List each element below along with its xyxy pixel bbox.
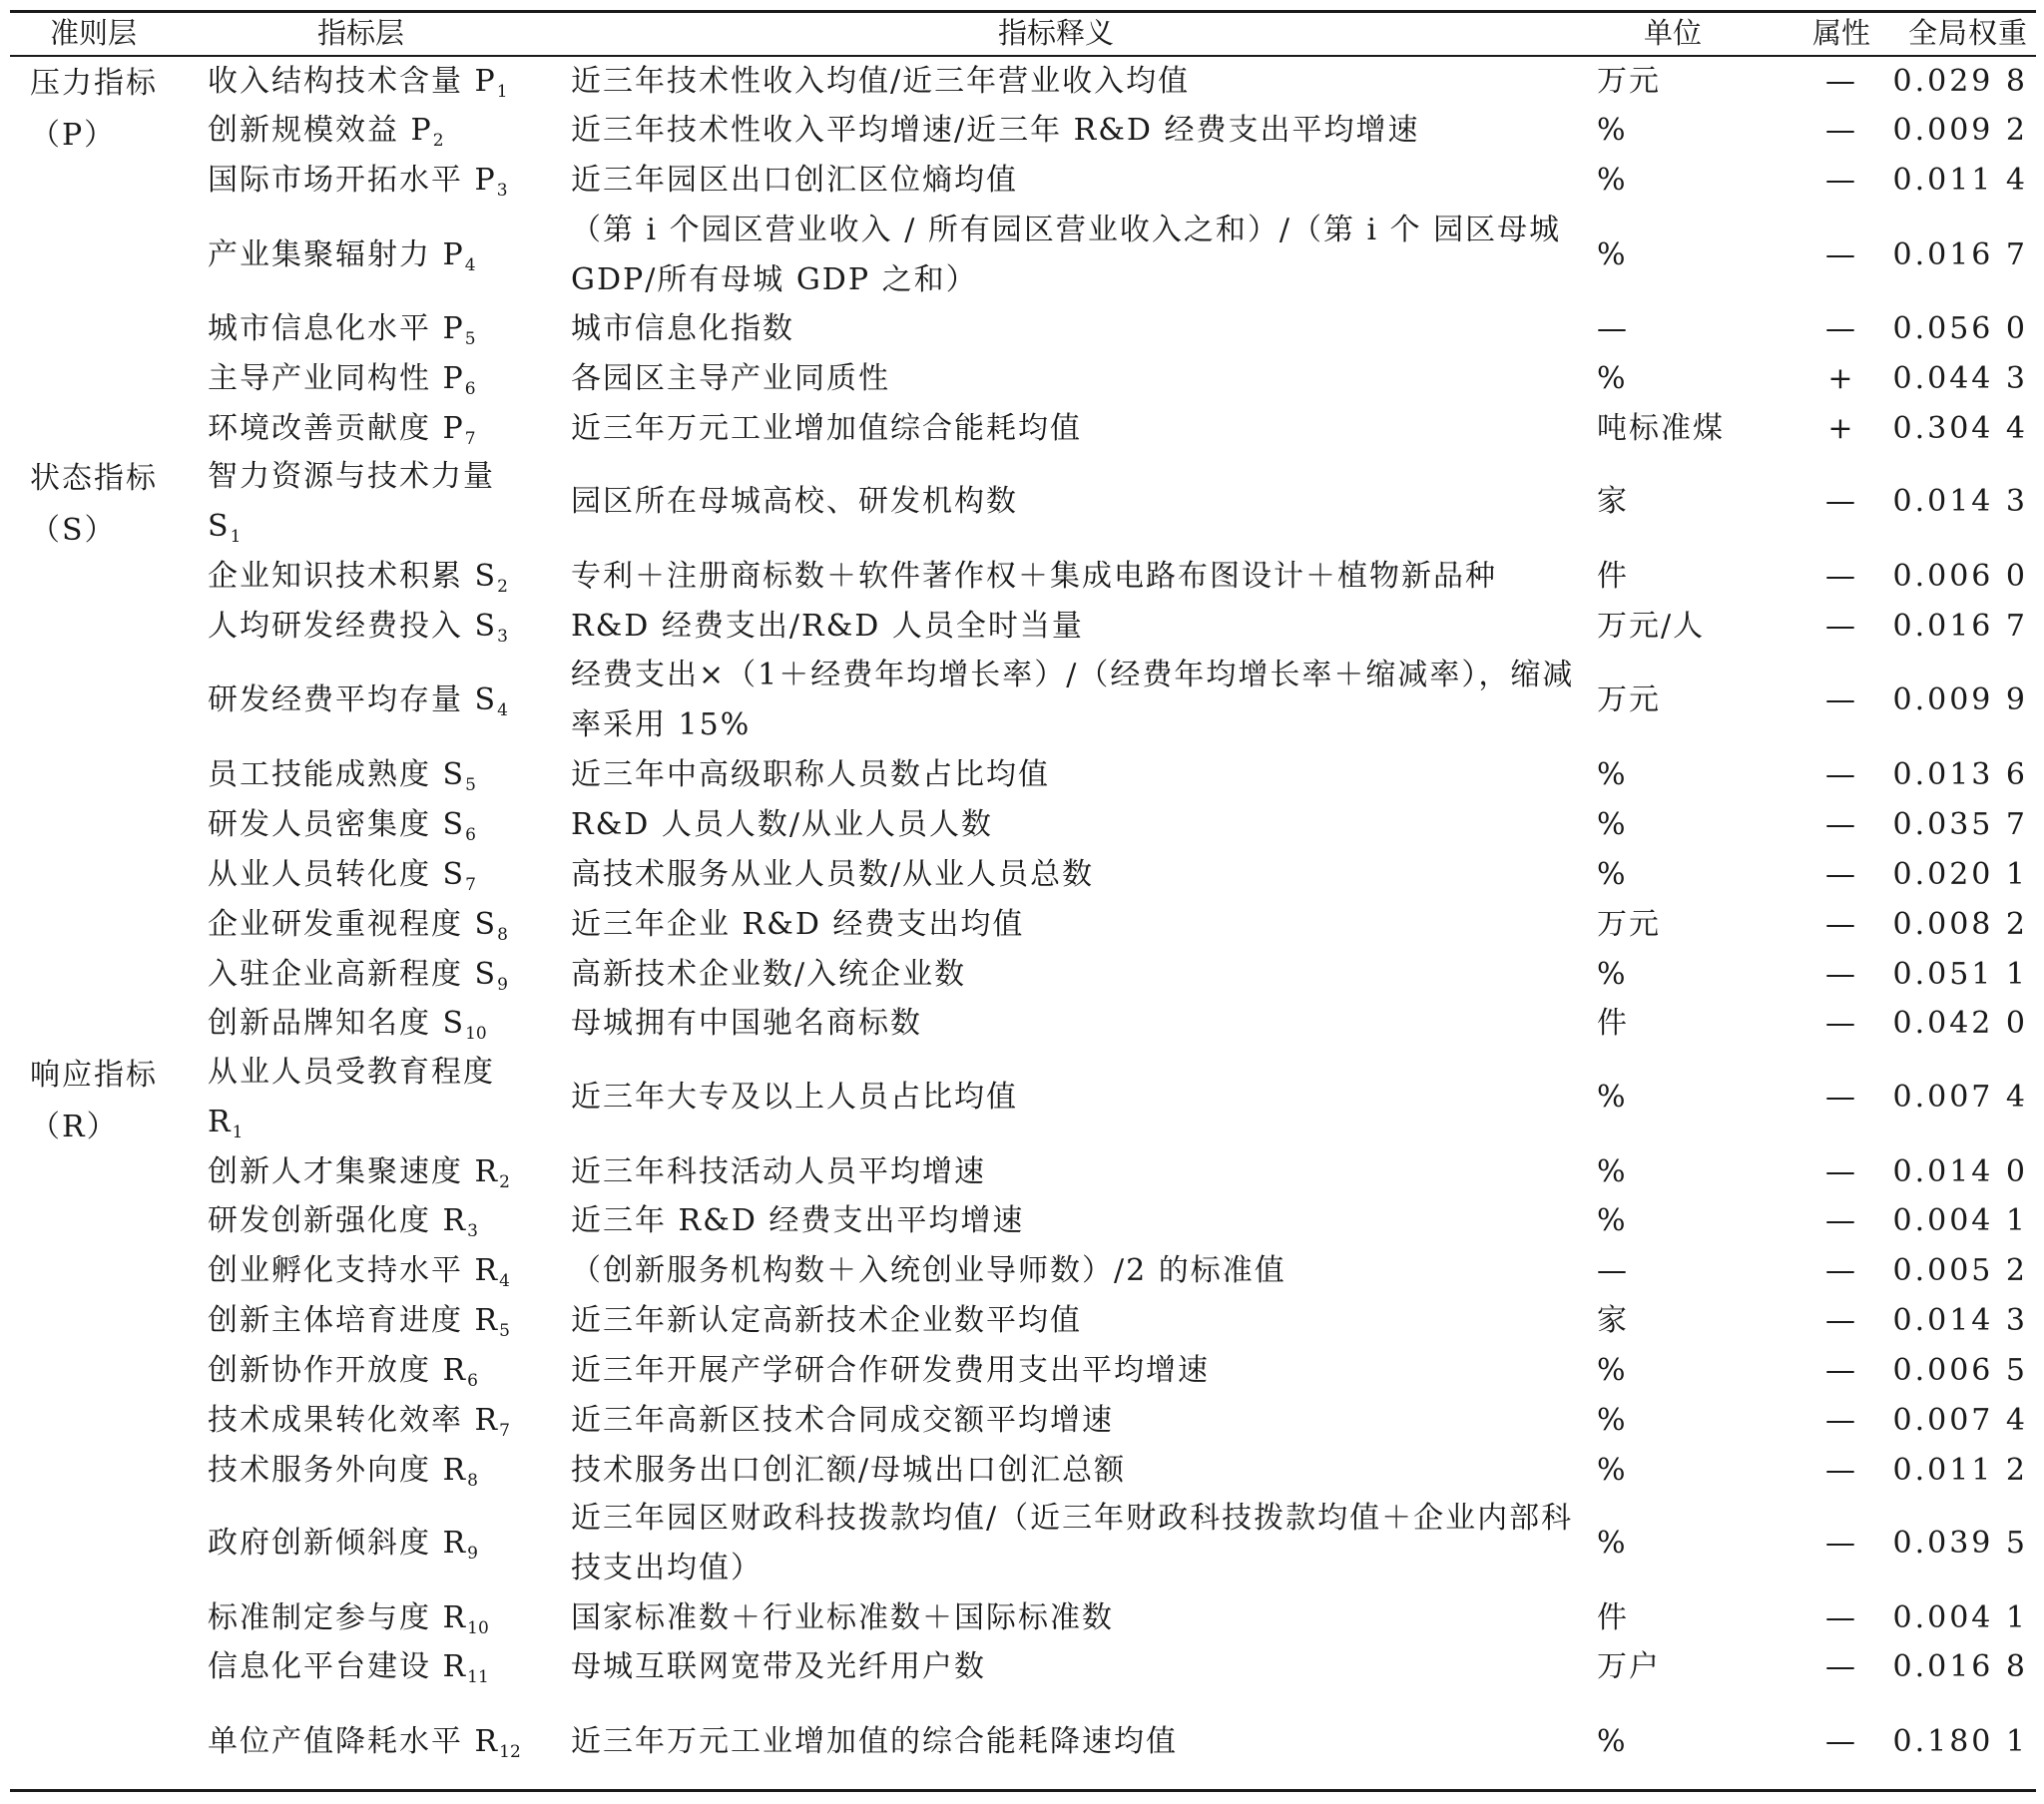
indicator-subscript: 12 <box>499 1742 521 1762</box>
criterion-state <box>30 453 158 557</box>
indicator-subscript: 1 <box>232 1123 244 1142</box>
indicator-weight: 0.180 1 <box>1892 1724 2028 1759</box>
indicator-weight: 0.011 4 <box>1892 163 2028 198</box>
indicator-label: 入驻企业高新程度 S <box>208 957 498 992</box>
indicator-subscript: 8 <box>497 925 508 945</box>
indicator-label: 技术服务外向度 R <box>208 1453 468 1488</box>
header-indicator: 指标层 <box>317 16 405 50</box>
header-weight: 全局权重 <box>1907 16 2028 50</box>
indicator-definition: 国家标准数＋行业标准数＋国际标准数 <box>571 1600 1114 1635</box>
indicator-name <box>208 452 527 562</box>
indicator-label: 单位产值降耗水平 R <box>208 1724 500 1759</box>
criterion-code: （P） <box>30 118 117 153</box>
indicator-subscript: 11 <box>467 1667 489 1687</box>
indicator-attribute: — <box>1825 1080 1857 1115</box>
indicator-weight: 0.020 1 <box>1892 857 2028 892</box>
indicator-unit: 吨标准煤 <box>1597 411 1725 446</box>
indicator-label: 标准制定参与度 R <box>208 1600 468 1635</box>
indicator-label: 主导产业同构性 P <box>208 361 465 396</box>
indicator-definition: 近三年园区财政科技拨款均值/（近三年财政科技拨款均值＋企业内部科技支出均值） <box>571 1501 1574 1585</box>
indicator-name <box>208 1048 527 1157</box>
indicator-name <box>208 230 476 290</box>
indicator-attribute: — <box>1825 1526 1857 1561</box>
criterion-name: 响应指标 <box>30 1058 158 1093</box>
indicator-subscript: 4 <box>497 700 508 720</box>
table-bottom-rule <box>10 1789 2036 1792</box>
indicator-definition: 专利＋注册商标数＋软件著作权＋集成电路布图设计＋植物新品种 <box>571 559 1497 594</box>
indicator-unit: 件 <box>1597 1600 1629 1635</box>
indicator-subscript: 1 <box>230 527 242 547</box>
indicator-name <box>208 1642 489 1702</box>
indicator-subscript: 8 <box>467 1471 478 1491</box>
indicator-subscript: 4 <box>499 1271 510 1291</box>
indicator-unit: % <box>1597 957 1628 992</box>
indicator-attribute: — <box>1825 807 1857 842</box>
indicator-unit: % <box>1597 857 1628 892</box>
indicator-subscript: 6 <box>465 825 476 845</box>
indicator-definition: 近三年大专及以上人员占比均值 <box>571 1080 1018 1115</box>
indicator-attribute: — <box>1825 1303 1857 1338</box>
indicator-weight: 0.007 4 <box>1892 1080 2028 1115</box>
indicator-subscript: 3 <box>496 181 508 201</box>
indicator-attribute: — <box>1825 1203 1857 1238</box>
indicator-subscript: 2 <box>499 1172 510 1192</box>
indicator-attribute: — <box>1825 237 1857 272</box>
indicator-attribute: — <box>1825 1154 1857 1189</box>
indicator-label: 研发经费平均存量 S <box>208 682 498 717</box>
indicator-unit: 件 <box>1597 559 1629 594</box>
indicator-subscript: 6 <box>464 379 476 399</box>
indicator-attribute: — <box>1825 609 1857 644</box>
indicator-name <box>208 1446 478 1506</box>
indicator-subscript: 4 <box>464 255 476 275</box>
indicator-label: 智力资源与技术力量 S <box>208 459 495 544</box>
indicator-weight: 0.016 8 <box>1892 1649 2028 1684</box>
indicator-weight: 0.044 3 <box>1892 361 2028 396</box>
indicator-weight: 0.005 2 <box>1892 1253 2028 1288</box>
indicator-attribute: — <box>1825 113 1857 148</box>
indicator-weight: 0.004 1 <box>1892 1203 2028 1238</box>
indicator-weight: 0.035 7 <box>1892 807 2028 842</box>
indicator-attribute: — <box>1825 682 1857 717</box>
indicator-label: 从业人员受教育程度 R <box>208 1055 495 1139</box>
indicator-definition: 母城拥有中国驰名商标数 <box>571 1006 922 1041</box>
indicator-subscript: 7 <box>499 1421 510 1441</box>
indicator-definition: 近三年新认定高新技术企业数平均值 <box>571 1303 1082 1338</box>
indicator-subscript: 1 <box>496 82 508 102</box>
indicator-label: 收入结构技术含量 P <box>208 64 497 99</box>
indicator-label: 企业知识技术积累 S <box>208 559 498 594</box>
indicator-subscript: 9 <box>467 1544 478 1564</box>
indicator-subscript: 6 <box>467 1371 478 1391</box>
indicator-definition: 近三年高新区技术合同成交额平均增速 <box>571 1403 1114 1438</box>
indicator-label: 创新主体培育进度 R <box>208 1303 500 1338</box>
indicator-attribute: + <box>1827 361 1855 396</box>
indicator-weight: 0.013 6 <box>1892 757 2028 792</box>
criterion-pressure <box>30 58 158 162</box>
indicator-unit: % <box>1597 113 1628 148</box>
indicator-label: 从业人员转化度 S <box>208 857 466 892</box>
indicator-label: 技术成果转化效率 R <box>208 1403 500 1438</box>
indicator-label: 产业集聚辐射力 P <box>208 237 465 272</box>
indicator-attribute: — <box>1825 907 1857 942</box>
indicator-attribute: — <box>1825 1253 1857 1288</box>
indicator-weight: 0.039 5 <box>1892 1526 2028 1561</box>
indicator-attribute: — <box>1825 1403 1857 1438</box>
indicator-weight: 0.009 9 <box>1892 682 2028 717</box>
indicator-label: 环境改善贡献度 P <box>208 411 465 446</box>
indicator-definition: 近三年园区出口创汇区位熵均值 <box>571 163 1018 198</box>
indicator-weight: 0.009 2 <box>1892 113 2028 148</box>
indicator-unit: % <box>1597 1353 1628 1388</box>
indicator-label: 员工技能成熟度 S <box>208 757 466 792</box>
indicator-name <box>208 1519 478 1578</box>
indicator-label: 政府创新倾斜度 R <box>208 1526 468 1561</box>
indicator-definition: R&D 人员人数/从业人员人数 <box>571 807 993 842</box>
indicator-definition: 园区所在母城高校、研发机构数 <box>571 484 1018 519</box>
indicator-definition: 高新技术企业数/入统企业数 <box>571 957 967 992</box>
indicator-unit: — <box>1597 311 1629 346</box>
indicator-definition: 近三年技术性收入均值/近三年营业收入均值 <box>571 64 1191 99</box>
indicator-definition: 近三年科技活动人员平均增速 <box>571 1154 986 1189</box>
table-top-rule <box>10 10 2036 13</box>
indicator-label: 创新人才集聚速度 R <box>208 1154 500 1189</box>
indicator-label: 企业研发重视程度 S <box>208 907 498 942</box>
indicator-definition: 近三年 R&D 经费支出平均增速 <box>571 1203 1025 1238</box>
indicator-unit: 件 <box>1597 1006 1629 1041</box>
indicator-unit: % <box>1597 1203 1628 1238</box>
indicator-name <box>208 676 508 735</box>
criterion-name: 状态指标 <box>30 461 158 496</box>
indicator-weight: 0.304 4 <box>1892 411 2028 446</box>
indicator-definition: 近三年开展产学研合作研发费用支出平均增速 <box>571 1353 1210 1388</box>
indicator-subscript: 7 <box>465 875 476 895</box>
indicator-weight: 0.004 1 <box>1892 1600 2028 1635</box>
indicator-unit: % <box>1597 807 1628 842</box>
indicator-attribute: — <box>1825 1649 1857 1684</box>
indicator-subscript: 10 <box>465 1024 487 1044</box>
indicator-label: 信息化平台建设 R <box>208 1649 468 1684</box>
criterion-code: （R） <box>30 1110 119 1144</box>
indicator-label: 创新品牌知名度 S <box>208 1006 466 1041</box>
criterion-name: 压力指标 <box>30 66 158 101</box>
indicator-label: 研发创新强化度 R <box>208 1203 468 1238</box>
indicator-unit: 家 <box>1597 1303 1629 1338</box>
indicator-subscript: 5 <box>464 329 476 349</box>
indicator-attribute: — <box>1825 1724 1857 1759</box>
indicator-attribute: — <box>1825 484 1857 519</box>
indicator-subscript: 2 <box>432 131 444 151</box>
indicator-definition: 技术服务出口创汇额/母城出口创汇总额 <box>571 1453 1127 1488</box>
indicator-attribute: + <box>1827 411 1855 446</box>
indicator-weight: 0.056 0 <box>1892 311 2028 346</box>
indicator-unit: 万元 <box>1597 682 1661 717</box>
indicator-unit: 万元 <box>1597 64 1661 99</box>
indicator-definition: 城市信息化指数 <box>571 311 794 346</box>
indicator-unit: 家 <box>1597 484 1629 519</box>
indicator-subscript: 2 <box>497 577 508 597</box>
indicator-label: 国际市场开拓水平 P <box>208 163 497 198</box>
indicator-weight: 0.011 2 <box>1892 1453 2028 1488</box>
indicator-weight: 0.014 3 <box>1892 1303 2028 1338</box>
indicator-unit: % <box>1597 1154 1628 1189</box>
indicator-definition: 高技术服务从业人员数/从业人员总数 <box>571 857 1095 892</box>
indicator-subscript: 9 <box>497 975 508 995</box>
indicator-attribute: — <box>1825 957 1857 992</box>
indicator-weight: 0.029 8 <box>1892 64 2028 99</box>
indicator-attribute: — <box>1825 857 1857 892</box>
indicator-definition: 近三年万元工业增加值的综合能耗降速均值 <box>571 1724 1178 1759</box>
indicator-label: 城市信息化水平 P <box>208 311 465 346</box>
indicator-attribute: — <box>1825 1006 1857 1041</box>
indicator-unit: 万元 <box>1597 907 1661 942</box>
indicator-unit: % <box>1597 1403 1628 1438</box>
indicator-weight: 0.006 0 <box>1892 559 2028 594</box>
indicator-attribute: — <box>1825 1600 1857 1635</box>
indicator-definition: （创新服务机构数＋入统创业导师数）/2 的标准值 <box>571 1253 1286 1288</box>
indicator-weight: 0.051 1 <box>1892 957 2028 992</box>
indicator-subscript: 10 <box>467 1618 489 1638</box>
indicator-weight: 0.006 5 <box>1892 1353 2028 1388</box>
header-definition: 指标释义 <box>998 16 1115 50</box>
indicator-attribute: — <box>1825 1353 1857 1388</box>
indicator-weight: 0.014 0 <box>1892 1154 2028 1189</box>
indicator-weight: 0.007 4 <box>1892 1403 2028 1438</box>
indicator-unit: % <box>1597 361 1628 396</box>
indicator-label: 创新规模效益 P <box>208 113 433 148</box>
indicator-attribute: — <box>1825 1453 1857 1488</box>
indicator-definition: R&D 经费支出/R&D 人员全时当量 <box>571 609 1084 644</box>
indicator-weight: 0.016 7 <box>1892 609 2028 644</box>
indicator-attribute: — <box>1825 757 1857 792</box>
indicator-attribute: — <box>1825 163 1857 198</box>
indicator-definition: 近三年企业 R&D 经费支出均值 <box>571 907 1025 942</box>
indicator-unit: % <box>1597 1724 1628 1759</box>
indicator-unit: % <box>1597 237 1628 272</box>
indicator-subscript: 3 <box>497 627 508 647</box>
indicator-name <box>208 602 508 662</box>
indicator-weight: 0.042 0 <box>1892 1006 2028 1041</box>
indicator-label: 人均研发经费投入 S <box>208 609 498 644</box>
indicator-definition: 母城互联网宽带及光纤用户数 <box>571 1649 986 1684</box>
criterion-code: （S） <box>30 513 117 548</box>
indicator-weight: 0.016 7 <box>1892 237 2028 272</box>
indicator-unit: % <box>1597 757 1628 792</box>
indicator-weight: 0.014 3 <box>1892 484 2028 519</box>
indicator-unit: — <box>1597 1253 1629 1288</box>
indicator-subscript: 3 <box>467 1221 478 1241</box>
indicator-name <box>208 1717 521 1777</box>
indicator-definition: 经费支出×（1＋经费年均增长率）/（经费年均增长率＋缩减率），缩减率采用 15% <box>571 658 1575 742</box>
indicator-definition: （第 i 个园区营业收入 / 所有园区营业收入之和）/（第 i 个 园区母城 GDP/所有母城 GDP 之和） <box>571 213 1562 297</box>
indicator-definition: 近三年中高级职称人员数占比均值 <box>571 757 1050 792</box>
indicator-attribute: — <box>1825 64 1857 99</box>
criterion-response <box>30 1050 158 1153</box>
indicator-definition: 近三年万元工业增加值综合能耗均值 <box>571 411 1082 446</box>
indicator-unit: 万户 <box>1597 1649 1661 1684</box>
indicator-label: 创新协作开放度 R <box>208 1353 468 1388</box>
indicator-label: 创业孵化支持水平 R <box>208 1253 500 1288</box>
indicator-name <box>208 156 508 216</box>
indicator-subscript: 5 <box>465 775 476 795</box>
indicator-attribute: — <box>1825 311 1857 346</box>
indicator-definition: 各园区主导产业同质性 <box>571 361 890 396</box>
indicator-subscript: 5 <box>499 1321 510 1341</box>
indicator-weight: 0.008 2 <box>1892 907 2028 942</box>
indicator-label: 研发人员密集度 S <box>208 807 466 842</box>
header-unit: 单位 <box>1644 16 1703 50</box>
indicator-unit: 万元/人 <box>1597 609 1706 644</box>
indicator-definition: 近三年技术性收入平均增速/近三年 R&D 经费支出平均增速 <box>571 113 1420 148</box>
header-criterion: 准则层 <box>50 16 138 50</box>
indicator-unit: % <box>1597 1080 1628 1115</box>
indicator-subscript: 7 <box>464 429 476 449</box>
header-attribute: 属性 <box>1811 16 1870 50</box>
indicator-unit: % <box>1597 163 1628 198</box>
indicator-unit: % <box>1597 1526 1628 1561</box>
indicator-attribute: — <box>1825 559 1857 594</box>
indicator-unit: % <box>1597 1453 1628 1488</box>
